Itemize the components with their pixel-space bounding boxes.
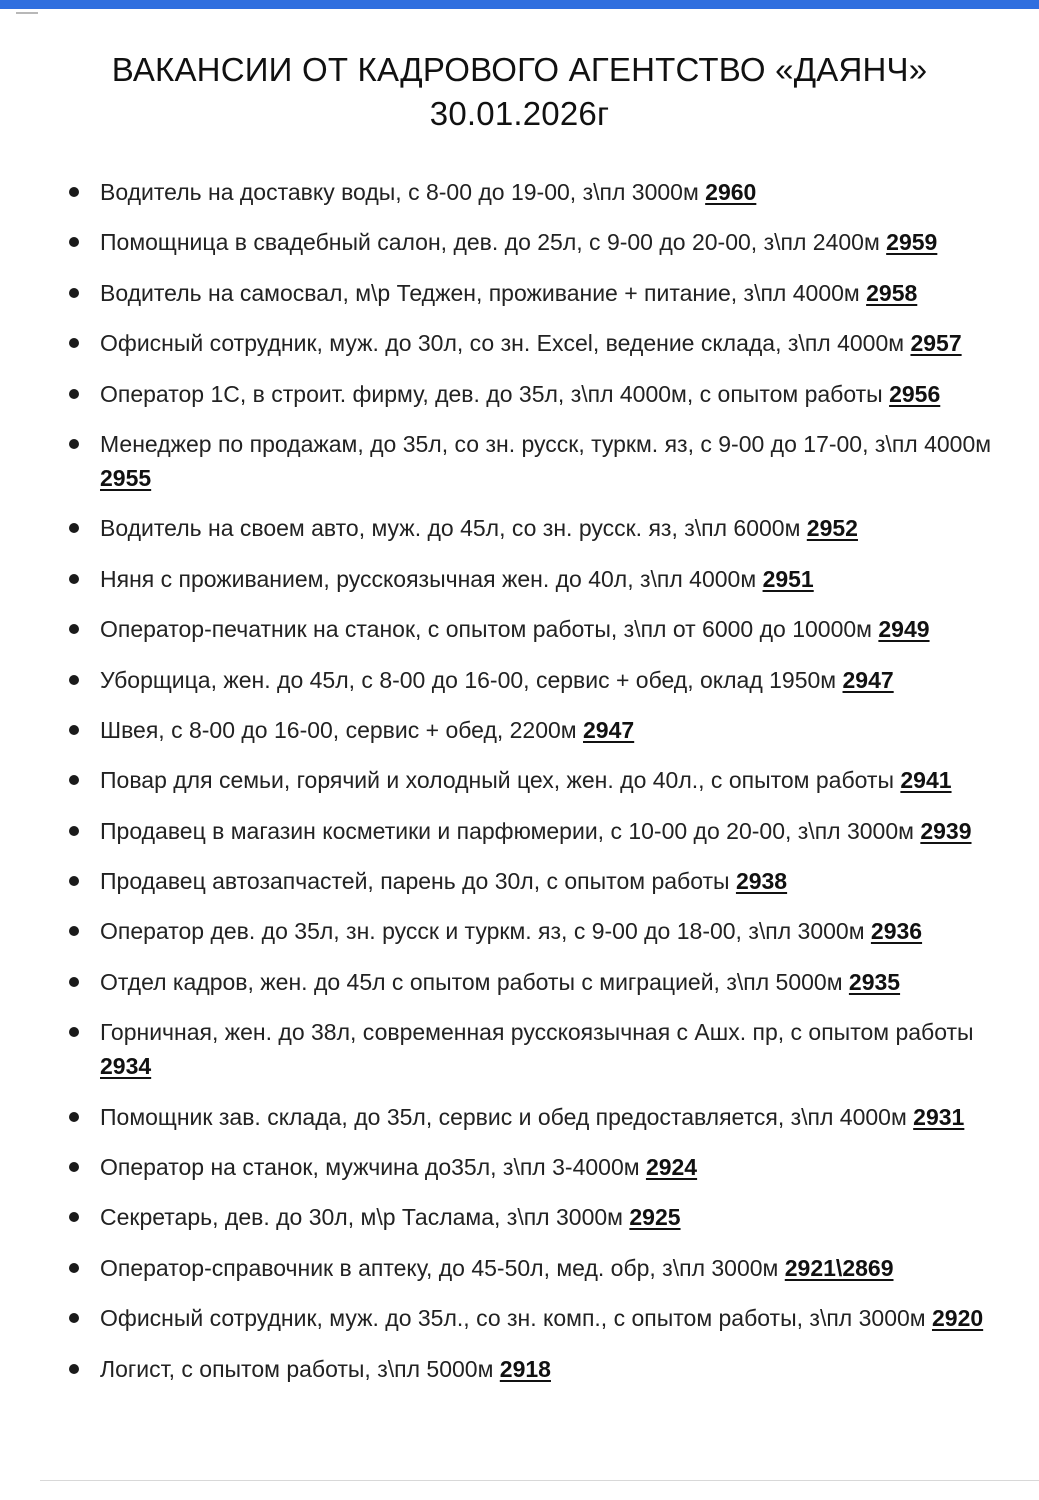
vacancy-code: 2924 bbox=[645, 1154, 698, 1181]
vacancy-code: 2958 bbox=[866, 279, 918, 306]
bullet-icon bbox=[69, 1112, 79, 1122]
vacancy-text: Водитель на самосвал, м\р Теджен, проживание + питание, з\пл 4000м bbox=[100, 279, 867, 306]
vacancy-item bbox=[0, 864, 1039, 898]
vacancy-code: 2941 bbox=[900, 767, 952, 794]
vacancy-text: Оператор-печатник на станок, с опытом работы, з\пл от 6000 до 10000м bbox=[100, 616, 879, 643]
vacancy-code: 2957 bbox=[910, 330, 962, 357]
bullet-icon bbox=[69, 1212, 79, 1222]
vacancy-item bbox=[0, 814, 1039, 848]
vacancy-code: 2956 bbox=[889, 380, 941, 407]
vacancy-code: 2936 bbox=[870, 918, 923, 945]
bullet-icon bbox=[69, 523, 79, 533]
bullet-icon bbox=[69, 876, 79, 886]
vacancy-text: Помощник зав. склада, до 35л, сервис и обед предоставляется, з\пл 4000м bbox=[100, 1103, 914, 1130]
vacancy-text: Оператор дев. до 35л, зн. русск и туркм. яз, с 9-00 до 18-00, з\пл 3000м bbox=[100, 918, 871, 945]
vacancy-item bbox=[0, 427, 1039, 495]
bottom-divider bbox=[40, 1480, 1039, 1481]
vacancy-item bbox=[0, 1100, 1039, 1134]
vacancy-text: Секретарь, дев. до 30л, м\р Таслама, з\пл 3000м bbox=[100, 1204, 630, 1231]
vacancy-code: 2955 bbox=[100, 464, 152, 491]
bullet-icon bbox=[69, 826, 79, 836]
vacancy-item bbox=[0, 377, 1039, 411]
vacancy-item bbox=[0, 175, 1039, 209]
vacancy-item bbox=[0, 511, 1039, 545]
bullet-icon bbox=[69, 1027, 79, 1037]
top-accent-bar bbox=[0, 0, 1039, 9]
bullet-icon bbox=[69, 725, 79, 735]
vacancy-text: Оператор-справочник в аптеку, до 45-50л, мед. обр, з\пл 3000м bbox=[100, 1254, 785, 1281]
vacancy-code: 2938 bbox=[735, 868, 788, 895]
vacancy-list bbox=[0, 175, 1039, 1402]
bullet-icon bbox=[69, 1162, 79, 1172]
vacancy-text: Горничная, жен. до 38л, современная русскоязычная с Ашх. пр, с опытом работы bbox=[100, 1019, 974, 1046]
bullet-icon bbox=[69, 1263, 79, 1273]
vacancy-text: Водитель на своем авто, муж. до 45л, со зн. русск. яз, з\пл 6000м bbox=[100, 515, 807, 542]
bullet-icon bbox=[69, 1313, 79, 1323]
vacancy-item bbox=[0, 276, 1039, 310]
vacancy-item bbox=[0, 225, 1039, 259]
vacancy-text: Офисный сотрудник, муж. до 30л, со зн. Excel, ведение склада, з\пл 4000м bbox=[100, 330, 911, 357]
vacancy-item bbox=[0, 1200, 1039, 1234]
vacancy-item bbox=[0, 713, 1039, 747]
vacancy-code: 2931 bbox=[913, 1103, 965, 1130]
bullet-icon bbox=[69, 187, 79, 197]
bullet-icon bbox=[69, 675, 79, 685]
vacancy-text: Менеджер по продажам, до 35л, со зн. русск, туркм. яз, с 9-00 до 17-00, з\пл 4000м bbox=[100, 430, 992, 457]
bullet-icon bbox=[69, 338, 79, 348]
vacancy-text: Помощница в свадебный салон, дев. до 25л, с 9-00 до 20-00, з\пл 2400м bbox=[100, 229, 887, 256]
vacancy-code: 2925 bbox=[629, 1204, 681, 1231]
document-title-date: 30.01.2026г bbox=[429, 95, 610, 132]
vacancy-item bbox=[0, 1301, 1039, 1335]
vacancy-text: Продавец в магазин косметики и парфюмерии, с 10-00 до 20-00, з\пл 3000м bbox=[100, 817, 921, 844]
vacancy-text: Повар для семьи, горячий и холодный цех, жен. до 40л., с опытом работы bbox=[100, 767, 901, 794]
vacancy-code: 2959 bbox=[886, 229, 938, 256]
top-bar-mark bbox=[16, 12, 38, 14]
vacancy-item bbox=[0, 763, 1039, 797]
vacancy-code: 2939 bbox=[920, 817, 972, 844]
vacancy-item bbox=[0, 612, 1039, 646]
vacancy-text: Няня с проживанием, русскоязычная жен. до 40л, з\пл 4000м bbox=[100, 565, 763, 592]
vacancy-code: 2947 bbox=[842, 666, 894, 693]
document-title-line-1: ВАКАНСИИ ОТ КАДРОВОГО АГЕНТСТВО «ДАЯНЧ» bbox=[111, 51, 928, 88]
vacancy-item bbox=[0, 1352, 1039, 1386]
bullet-icon bbox=[69, 926, 79, 936]
vacancy-text: Уборщица, жен. до 45л, с 8-00 до 16-00, сервис + обед, оклад 1950м bbox=[100, 666, 843, 693]
vacancy-code: 2960 bbox=[705, 179, 757, 205]
bullet-icon bbox=[69, 574, 79, 584]
vacancy-text: Водитель на доставку воды, с 8-00 до 19-00, з\пл 3000м bbox=[100, 179, 706, 205]
vacancy-item bbox=[0, 1015, 1039, 1083]
vacancy-text: Оператор на станок, мужчина до35л, з\пл 3-4000м bbox=[100, 1154, 646, 1181]
vacancy-text: Продавец автозапчастей, парень до 30л, с опытом работы bbox=[100, 868, 736, 895]
bullet-icon bbox=[69, 237, 79, 247]
vacancy-code: 2934 bbox=[100, 1053, 152, 1080]
vacancy-text: Швея, с 8-00 до 16-00, сервис + обед, 2200м bbox=[100, 716, 584, 743]
vacancy-code: 2951 bbox=[762, 565, 814, 592]
bullet-icon bbox=[69, 775, 79, 785]
vacancy-item bbox=[0, 562, 1039, 596]
vacancy-code: 2920 bbox=[931, 1305, 984, 1332]
vacancy-text: Логист, с опытом работы, з\пл 5000м bbox=[100, 1355, 500, 1382]
vacancy-item bbox=[0, 663, 1039, 697]
bullet-icon bbox=[69, 439, 79, 449]
vacancy-text: Офисный сотрудник, муж. до 35л., со зн. комп., с опытом работы, з\пл 3000м bbox=[100, 1305, 932, 1332]
bullet-icon bbox=[69, 288, 79, 298]
vacancy-code: 2949 bbox=[878, 616, 930, 643]
bullet-icon bbox=[69, 389, 79, 399]
vacancy-text: Отдел кадров, жен. до 45л с опытом работы с миграцией, з\пл 5000м bbox=[100, 968, 849, 995]
document-title bbox=[0, 48, 1039, 136]
vacancy-code: 2918 bbox=[499, 1355, 551, 1382]
vacancy-item bbox=[0, 1251, 1039, 1285]
bullet-icon bbox=[69, 624, 79, 634]
vacancy-item bbox=[0, 326, 1039, 360]
vacancy-item bbox=[0, 914, 1039, 948]
bullet-icon bbox=[69, 1364, 79, 1374]
vacancy-code: 2947 bbox=[583, 716, 635, 743]
vacancy-code: 2935 bbox=[848, 968, 901, 995]
vacancy-code: 2921\2869 bbox=[784, 1254, 894, 1281]
vacancy-item bbox=[0, 1150, 1039, 1184]
vacancy-item bbox=[0, 965, 1039, 999]
vacancy-code: 2952 bbox=[806, 515, 858, 542]
bullet-icon bbox=[69, 977, 79, 987]
vacancy-text: Оператор 1С, в строит. фирму, дев. до 35л, з\пл 4000м, с опытом работы bbox=[100, 380, 890, 407]
